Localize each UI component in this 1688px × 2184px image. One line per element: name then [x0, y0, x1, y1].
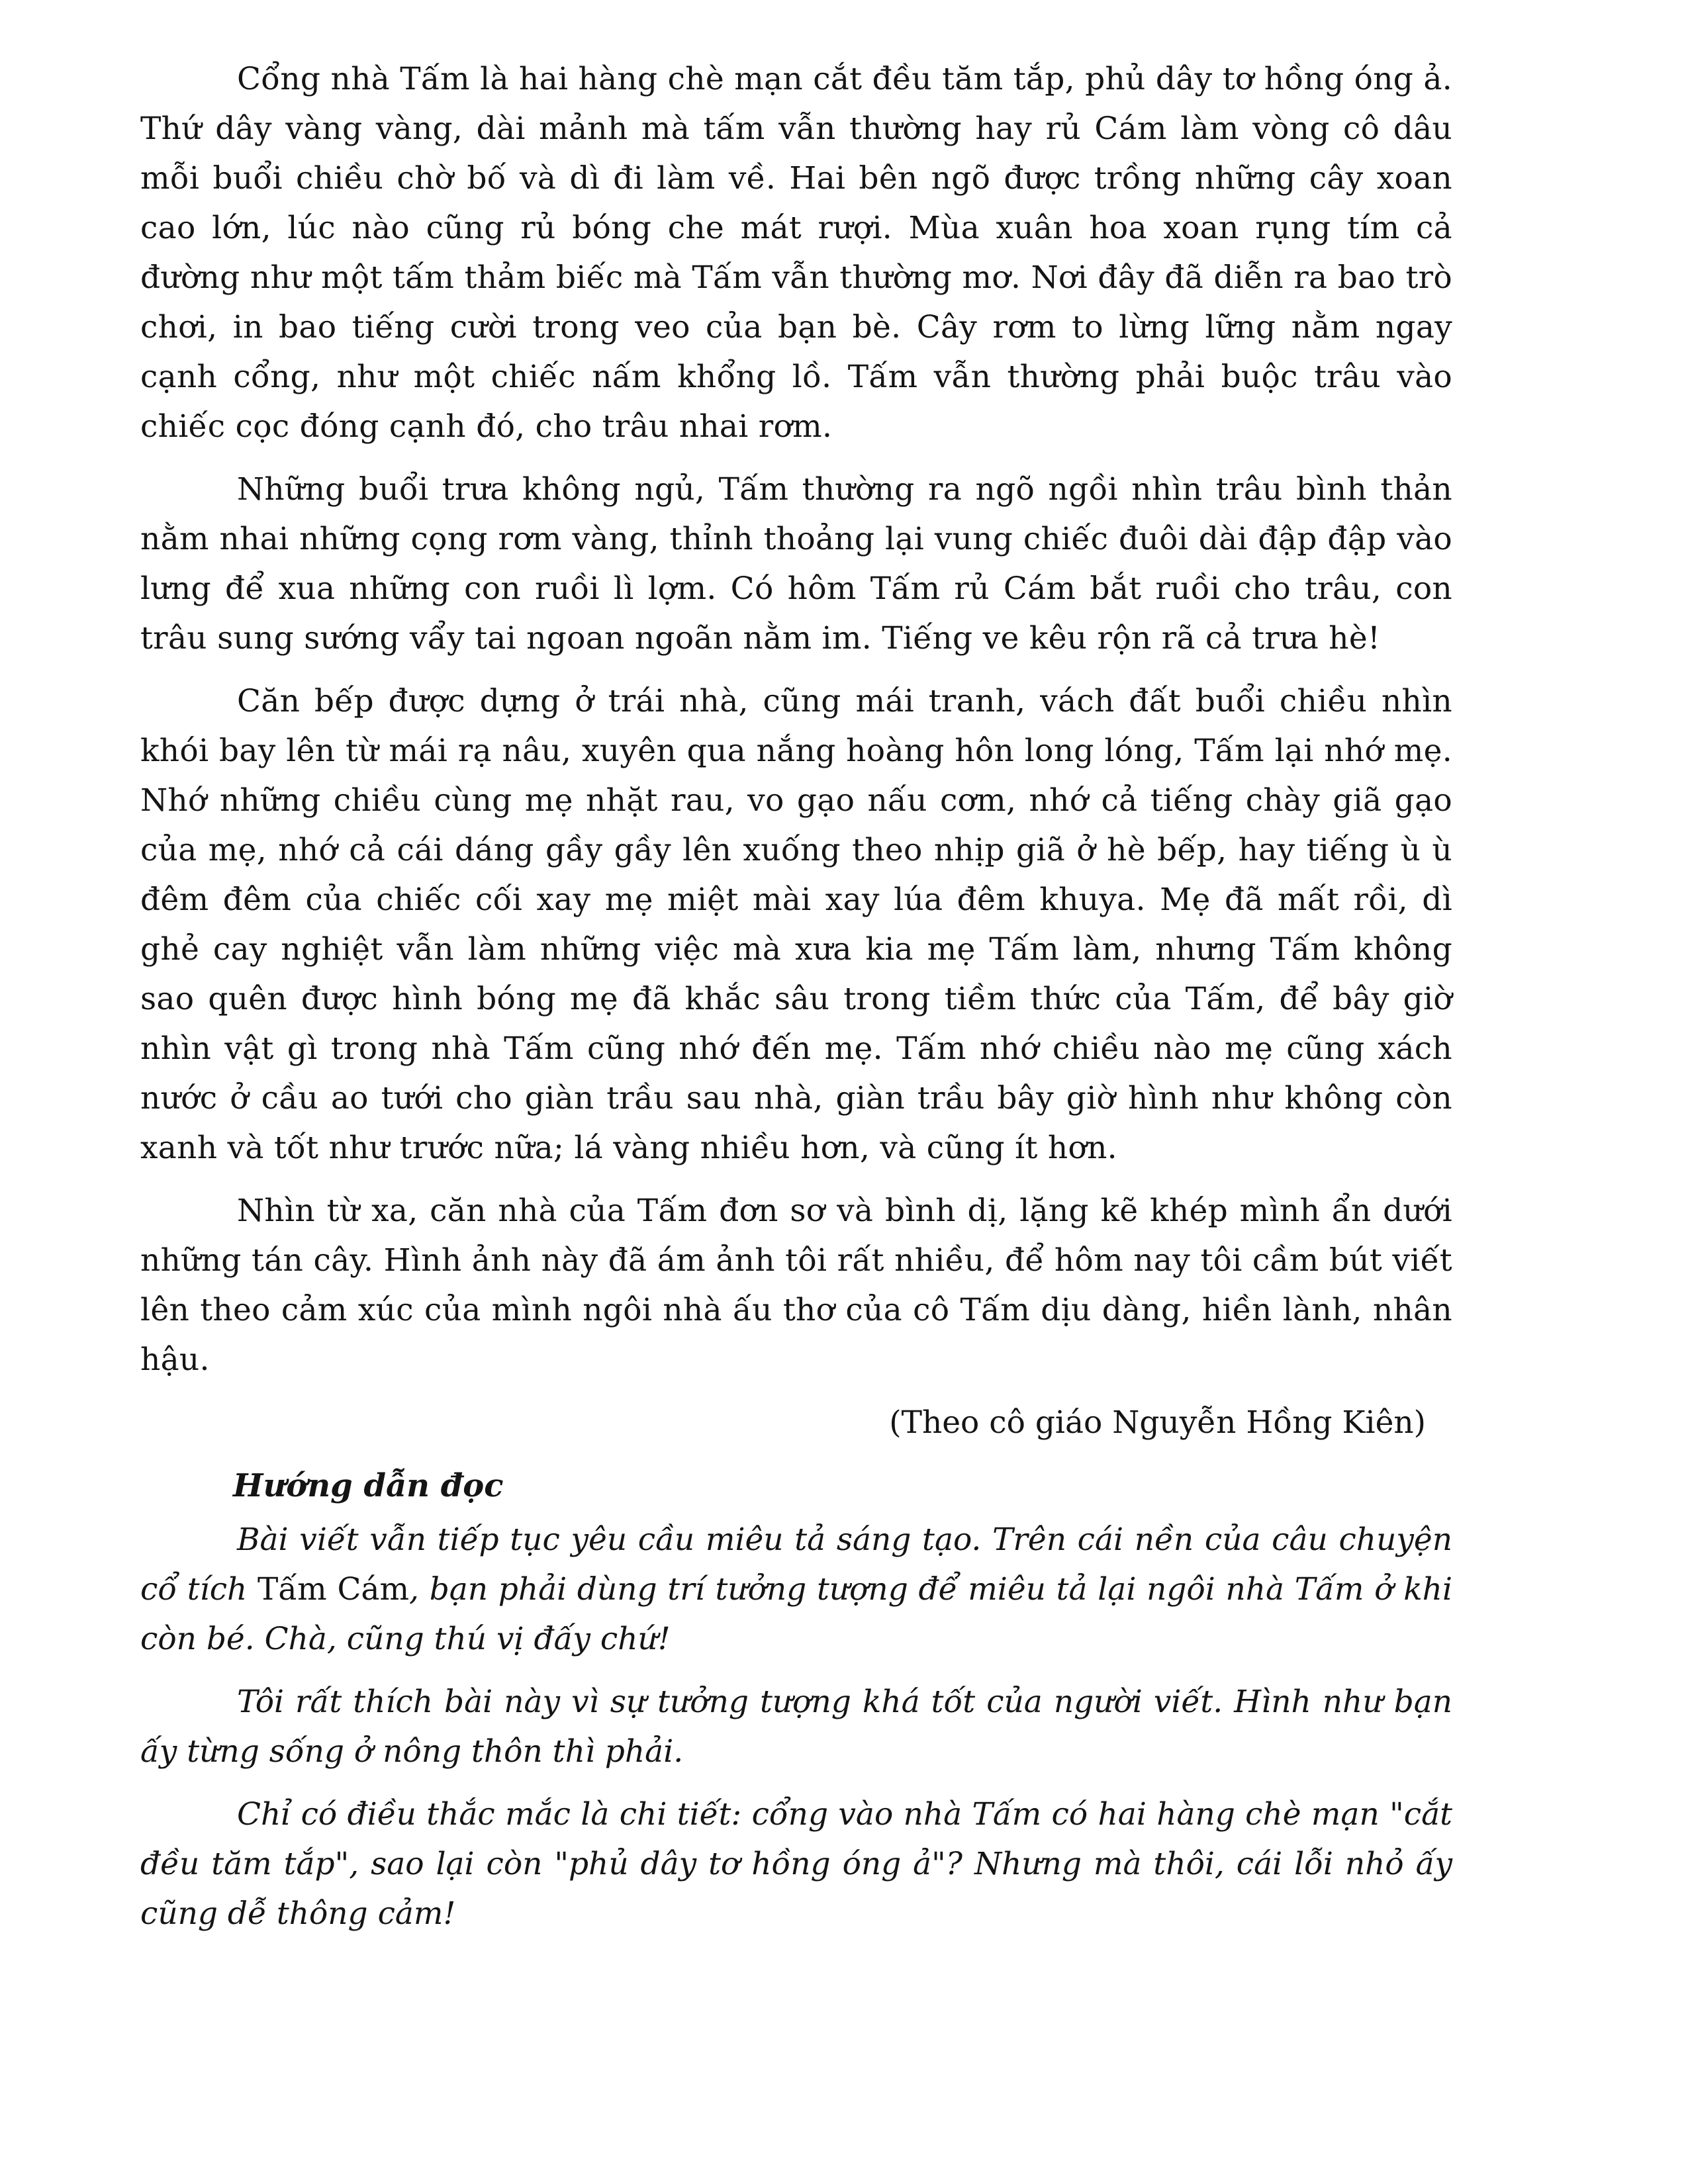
paragraph-noon: Những buổi trưa không ngủ, Tấm thường ra ngõ ngồi nhìn trâu bình thản nằm nhai những cọng rơm vàng, thỉnh thoảng lại vung chiếc đuôi dài đập đập vào lưng để xua những con ruồi lì lợm. Có hôm Tấm rủ Cám bắt ruồi cho trâu, con trâu sung sướng vẩy tai ngoan ngoãn nằm im. Tiếng ve kêu rộn rã cả trưa hè! — [140, 471, 1452, 657]
guide-paragraph-3: Chỉ có điều thắc mắc là chi tiết: cổng vào nhà Tấm có hai hàng chè mạn "cắt đều tăm tắp", sao lại còn "phủ dây tơ hồng óng ả"? Nhưng mà thôi, cái lỗi nhỏ ấy cũng dễ thông cảm! — [140, 1796, 1452, 1932]
paragraph-kitchen: Căn bếp được dựng ở trái nhà, cũng mái tranh, vách đất buổi chiều nhìn khói bay lên từ mái rạ nâu, xuyên qua nắng hoàng hôn long lóng, Tấm lại nhớ mẹ. Nhớ những chiều cùng mẹ nhặt rau, vo gạo nấu cơm, nhớ cả tiếng chày giã gạo của mẹ, nhớ cả cái dáng gầy gầy lên xuống theo nhịp giã ở hè bếp, hay tiếng ù ù đêm đêm của chiếc cối xay mẹ miệt mài xay lúa đêm khuya. Mẹ đã mất rồi, dì ghẻ cay nghiệt vẫn làm những việc mà xưa kia mẹ Tấm làm, nhưng Tấm không sao quên được hình bóng mẹ đã khắc sâu trong tiềm thức của Tấm, để bây giờ nhìn vật gì trong nhà Tấm cũng nhớ đến mẹ. Tấm nhớ chiều nào mẹ cũng xách nước ở cầu ao tưới cho giàn trầu sau nhà, giàn trầu bây giờ hình như không còn xanh và tốt như trước nữa; lá vàng nhiều hơn, và cũng ít hơn. — [140, 683, 1452, 1166]
guide-paragraph-1-end: , bạn phải dùng trí tưởng tượng để miêu tả lại ngôi nhà Tấm ở khi còn bé. Chà, cũng thú vị đấy chứ! — [140, 1571, 1452, 1657]
paragraph-from-afar: Nhìn từ xa, căn nhà của Tấm đơn sơ và bình dị, lặng kẽ khép mình ẩn dưới những tán cây. Hình ảnh này đã ám ảnh tôi rất nhiều, để hôm nay tôi cầm bút viết lên theo cảm xúc của mình ngôi nhà ấu thơ của cô Tấm dịu dàng, hiền lành, nhân hậu. — [140, 1193, 1452, 1378]
guide-heading: Hướng dẫn đọc — [233, 1467, 504, 1504]
story-title: Tấm Cám — [258, 1571, 410, 1608]
document-page — [140, 54, 1452, 1952]
guide-paragraph-1-start: Bài viết vẫn tiếp tục yêu cầu miêu tả sáng tạo. Trên cái nền của câu chuyện cổ tích — [140, 1522, 1452, 1608]
attribution: (Theo cô giáo Nguyễn Hồng Kiên) — [889, 1404, 1426, 1441]
guide-paragraph-1 — [140, 1515, 1452, 1664]
guide-paragraph-2: Tôi rất thích bài này vì sự tưởng tượng khá tốt của người viết. Hình như bạn ấy từng sống ở nông thôn thì phải. — [140, 1684, 1452, 1770]
paragraph-gate: Cổng nhà Tấm là hai hàng chè mạn cắt đều tăm tắp, phủ dây tơ hồng óng ả. Thứ dây vàng vàng, dài mảnh mà tấm vẫn thường hay rủ Cám làm vòng cô dâu mỗi buổi chiều chờ bố và dì đi làm về. Hai bên ngõ được trồng những cây xoan cao lớn, lúc nào cũng rủ bóng che mát rượi. Mùa xuân hoa xoan rụng tím cả đường như một tấm thảm biếc mà Tấm vẫn thường mơ. Nơi đây đã diễn ra bao trò chơi, in bao tiếng cười trong veo của bạn bè. Cây rơm to lừng lững nằm ngay cạnh cổng, như một chiếc nấm khổng lồ. Tấm vẫn thường phải buộc trâu vào chiếc cọc đóng cạnh đó, cho trâu nhai rơm. — [140, 61, 1452, 445]
